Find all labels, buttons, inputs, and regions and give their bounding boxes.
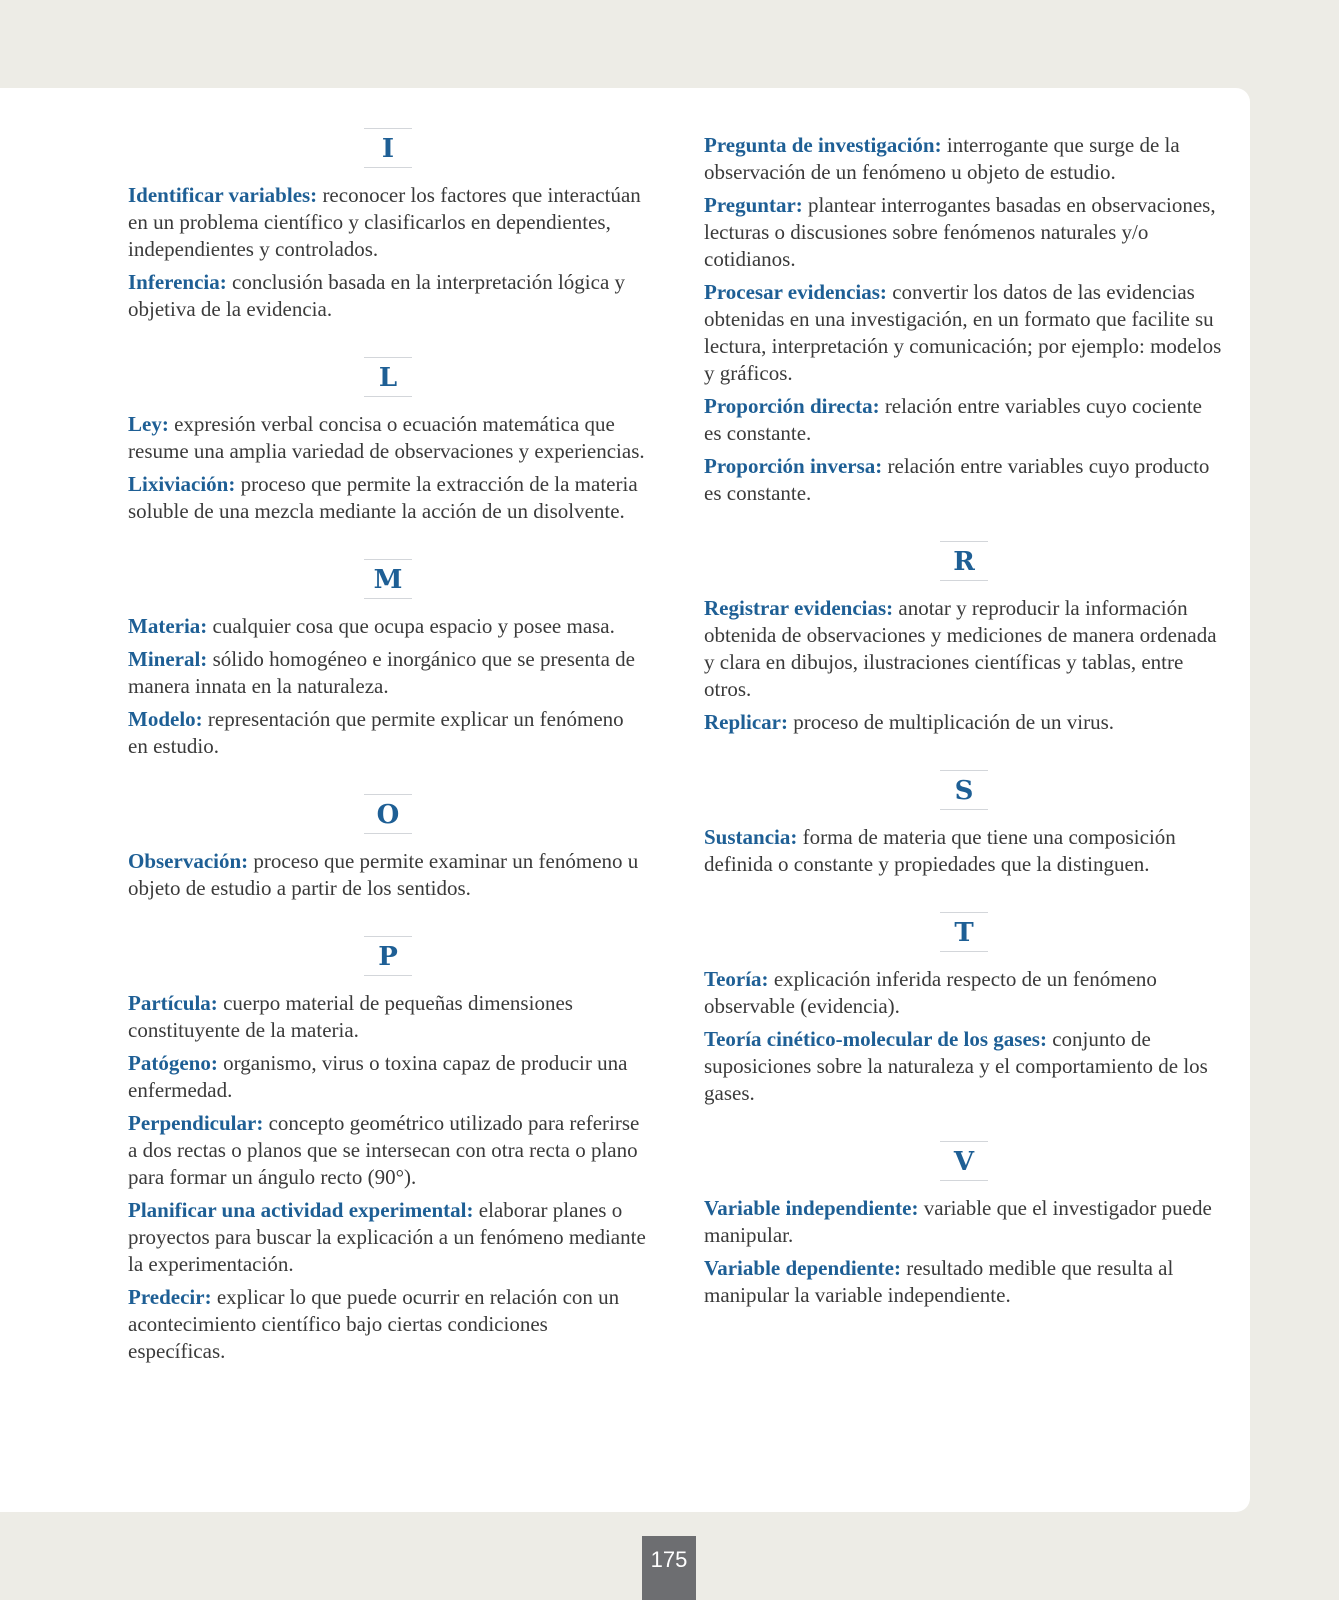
glossary-definition: convertir los datos de las evidencias obtenidas en una investigación, en un formato que facilite su lectura, interpretación y comunicación; por ejemplo: modelos y gráficos.: [704, 280, 1222, 385]
glossary-definition: conclusión basada en la interpretación lógica y objetiva de la evidencia.: [128, 270, 626, 321]
glossary-entry: [704, 192, 1224, 273]
entry-list: [704, 132, 1224, 507]
glossary-definition: elaborar planes o proyectos para buscar la explicación a un fenómeno mediante la experimentación.: [128, 1198, 646, 1276]
glossary-definition: organismo, virus o toxina capaz de producir una enfermedad.: [128, 1051, 628, 1102]
glossary-entry: [128, 182, 648, 263]
section-heading: [128, 128, 648, 168]
section-heading: [128, 559, 648, 599]
glossary-section: [128, 936, 648, 1365]
glossary-definition: relación entre variables cuyo producto es constante.: [704, 454, 1210, 505]
glossary-entry: [704, 709, 1224, 736]
glossary-entry: [128, 1197, 648, 1278]
glossary-entry: [704, 966, 1224, 1020]
glossary-entry: [128, 706, 648, 760]
glossary-section: [128, 559, 648, 760]
section-letter: V: [940, 1141, 988, 1181]
glossary-section: [704, 132, 1224, 507]
glossary-entry: [128, 269, 648, 323]
glossary-term: Mineral:: [128, 647, 208, 671]
glossary-definition: interrogante que surge de la observación de un fenómeno u objeto de estudio.: [704, 133, 1180, 184]
glossary-entry: [704, 824, 1224, 878]
entry-list: [128, 182, 648, 323]
glossary-term: Proporción directa:: [704, 394, 880, 418]
glossary-entry: [128, 1110, 648, 1191]
glossary-definition: relación entre variables cuyo cociente es constante.: [704, 394, 1202, 445]
section-letter: P: [364, 936, 412, 976]
glossary-entry: [128, 613, 648, 640]
glossary-entry: [704, 1026, 1224, 1107]
entry-list: [704, 966, 1224, 1107]
glossary-entry: [704, 279, 1224, 387]
glossary-definition: reconocer los factores que interactúan en un problema científico y clasificarlos en dependientes, independientes y controlados.: [128, 183, 641, 261]
glossary-term: Observación:: [128, 849, 249, 873]
glossary-section: [128, 794, 648, 902]
glossary-definition: cuerpo material de pequeñas dimensiones constituyente de la materia.: [128, 991, 573, 1042]
entry-list: [704, 824, 1224, 878]
glossary-section: [704, 770, 1224, 878]
glossary-term: Predecir:: [128, 1285, 212, 1309]
glossary-entry: [128, 1050, 648, 1104]
section-letter: O: [364, 794, 412, 834]
glossary-term: Registrar evidencias:: [704, 596, 894, 620]
glossary-entry: [128, 848, 648, 902]
glossary-definition: variable que el investigador puede manipular.: [704, 1196, 1212, 1247]
glossary-entry: [704, 595, 1224, 703]
section-letter: M: [364, 559, 412, 599]
entry-list: [128, 411, 648, 525]
entry-list: [128, 990, 648, 1365]
glossary-definition: cualquier cosa que ocupa espacio y posee masa.: [207, 614, 615, 638]
glossary-entry: [704, 1195, 1224, 1249]
glossary-definition: conjunto de suposiciones sobre la naturaleza y el comportamiento de los gases.: [704, 1027, 1208, 1105]
left-column: [128, 128, 648, 1399]
glossary-definition: explicación inferida respecto de un fenómeno observable (evidencia).: [704, 967, 1157, 1018]
glossary-definition: resultado medible que resulta al manipular la variable independiente.: [704, 1256, 1174, 1307]
glossary-entry: [704, 453, 1224, 507]
section-letter: I: [364, 128, 412, 168]
glossary-definition: expresión verbal concisa o ecuación matemática que resume una amplia variedad de observaciones y experiencias.: [128, 412, 645, 463]
glossary-entry: [704, 393, 1224, 447]
glossary-term: Procesar evidencias:: [704, 280, 887, 304]
section-heading: [704, 912, 1224, 952]
glossary-term: Proporción inversa:: [704, 454, 883, 478]
glossary-term: Partícula:: [128, 991, 218, 1015]
glossary-term: Perpendicular:: [128, 1111, 264, 1135]
section-heading: [128, 794, 648, 834]
glossary-term: Inferencia:: [128, 270, 227, 294]
section-letter: T: [940, 912, 988, 952]
glossary-definition: proceso que permite examinar un fenómeno u objeto de estudio a partir de los sentidos.: [128, 849, 639, 900]
glossary-section: [128, 128, 648, 323]
entry-list: [128, 848, 648, 902]
section-letter: L: [364, 357, 412, 397]
glossary-definition: concepto geométrico utilizado para referirse a dos rectas o planos que se intersecan con otra recta o plano para formar un ángulo recto (90°).: [128, 1111, 640, 1189]
glossary-term: Planificar una actividad experimental:: [128, 1198, 474, 1222]
glossary-definition: plantear interrogantes basadas en observaciones, lecturas o discusiones sobre fenómenos naturales y/o cotidianos.: [704, 193, 1216, 271]
glossary-term: Replicar:: [704, 710, 788, 734]
glossary-term: Preguntar:: [704, 193, 803, 217]
right-column: [704, 132, 1224, 1343]
entry-list: [704, 1195, 1224, 1309]
glossary-entry: [128, 646, 648, 700]
glossary-entry: [128, 471, 648, 525]
glossary-term: Modelo:: [128, 707, 203, 731]
glossary-definition: representación que permite explicar un fenómeno en estudio.: [128, 707, 624, 758]
glossary-term: Materia:: [128, 614, 208, 638]
glossary-term: Teoría:: [704, 967, 769, 991]
page-number: 175: [642, 1536, 696, 1600]
section-heading: [128, 936, 648, 976]
section-heading: [704, 770, 1224, 810]
glossary-term: Lixiviación:: [128, 472, 236, 496]
glossary-term: Identificar variables:: [128, 183, 318, 207]
glossary-term: Teoría cinético-molecular de los gases:: [704, 1027, 1047, 1051]
glossary-term: Pregunta de investigación:: [704, 133, 942, 157]
glossary-section: [704, 912, 1224, 1107]
section-heading: [704, 1141, 1224, 1181]
glossary-section: [128, 357, 648, 525]
glossary-term: Variable dependiente:: [704, 1256, 901, 1280]
glossary-definition: proceso de multiplicación de un virus.: [787, 710, 1114, 734]
section-heading: [128, 357, 648, 397]
glossary-entry: [128, 411, 648, 465]
glossary-term: Patógeno:: [128, 1051, 218, 1075]
glossary-definition: anotar y reproducir la información obtenida de observaciones y mediciones de manera ordenada y clara en dibujos, ilustraciones científicas y tablas, entre otros.: [704, 596, 1217, 701]
glossary-entry: [128, 990, 648, 1044]
glossary-section: [704, 1141, 1224, 1309]
glossary-definition: sólido homogéneo e inorgánico que se presenta de manera innata en la naturaleza.: [128, 647, 635, 698]
entry-list: [704, 595, 1224, 736]
glossary-section: [704, 541, 1224, 736]
entry-list: [128, 613, 648, 760]
glossary-entry: [704, 132, 1224, 186]
glossary-entry: [704, 1255, 1224, 1309]
section-heading: [704, 541, 1224, 581]
glossary-term: Ley:: [128, 412, 169, 436]
glossary-page: [0, 88, 1250, 1512]
glossary-term: Sustancia:: [704, 825, 798, 849]
glossary-definition: proceso que permite la extracción de la materia soluble de una mezcla mediante la acción de un disolvente.: [128, 472, 638, 523]
section-letter: R: [940, 541, 988, 581]
glossary-definition: explicar lo que puede ocurrir en relación con un acontecimiento científico bajo ciertas condiciones específicas.: [128, 1285, 620, 1363]
glossary-entry: [128, 1284, 648, 1365]
section-letter: S: [940, 770, 988, 810]
glossary-term: Variable independiente:: [704, 1196, 919, 1220]
glossary-definition: forma de materia que tiene una composición definida o constante y propiedades que la distinguen.: [704, 825, 1176, 876]
